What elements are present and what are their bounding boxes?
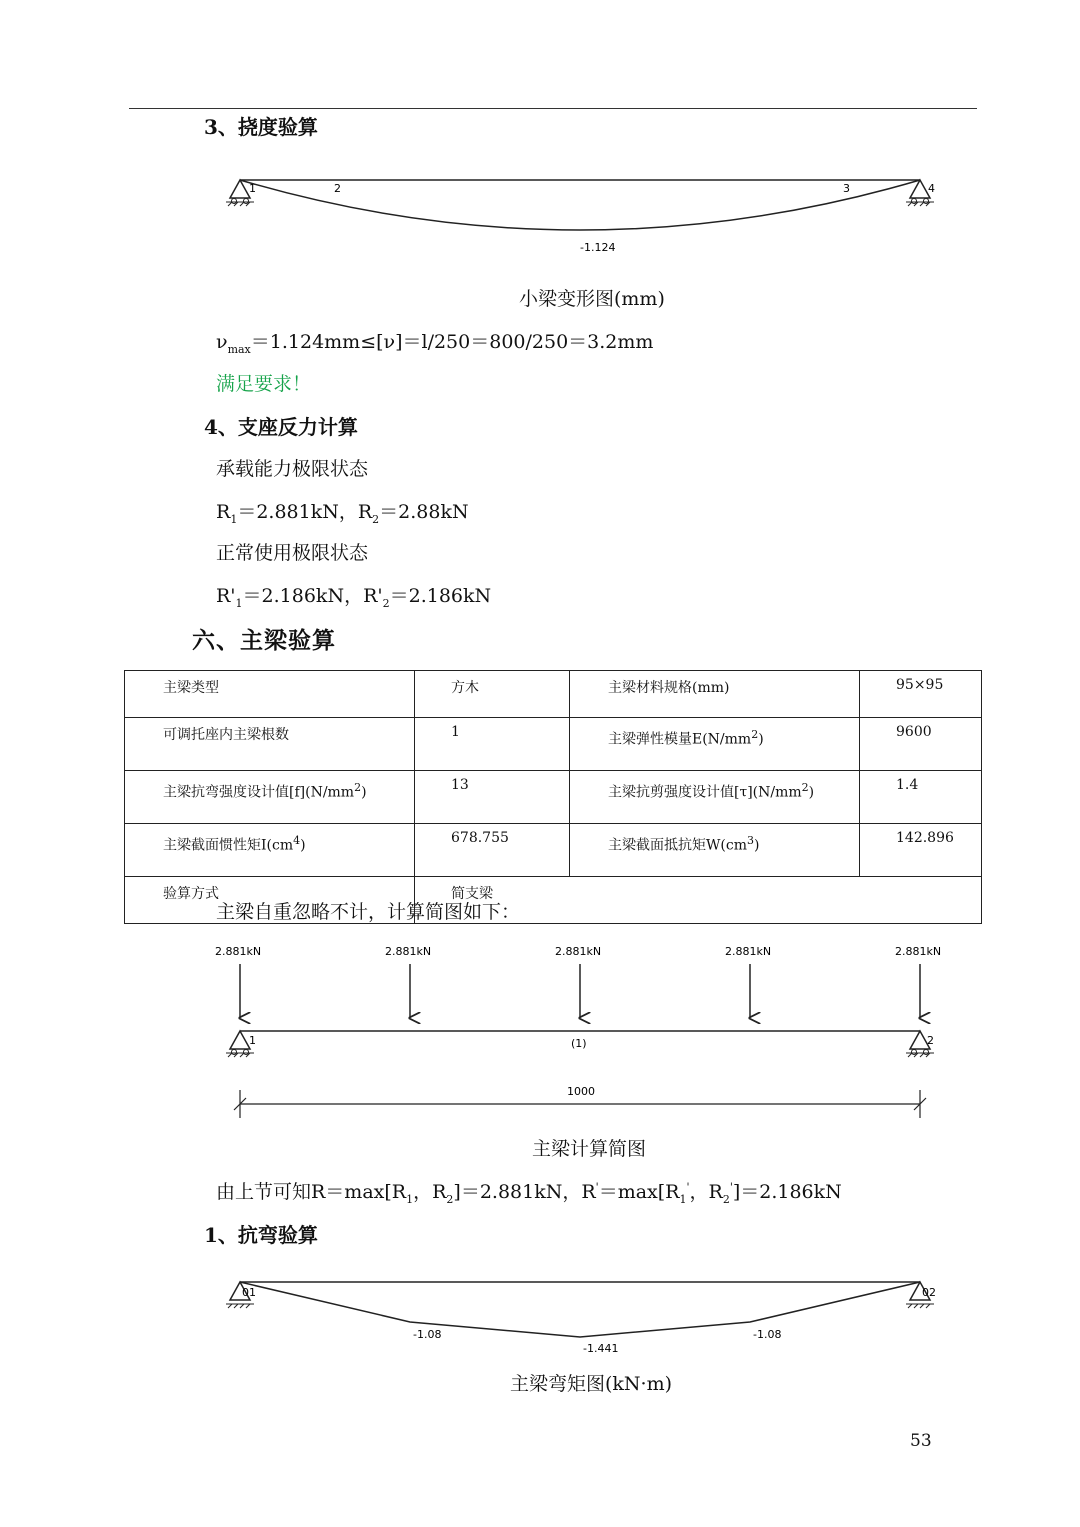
table-cell: 主梁截面惯性矩$I(cm^4)$: [125, 824, 415, 877]
node-label: 2: [927, 1034, 934, 1047]
deflection-diagram: [220, 170, 950, 260]
table-cell: 主梁材料规格(mm): [570, 671, 860, 718]
moment-value-label: -1.08: [753, 1328, 782, 1341]
section-heading-main-beam: 六、主梁验算: [192, 627, 336, 654]
calc-diagram-caption: 主梁计算简图: [532, 1138, 647, 1160]
deflection-result: 满足要求！: [216, 373, 312, 395]
table-cell: 方木: [415, 671, 570, 718]
bending-moment-diagram: [220, 1270, 950, 1360]
section-heading-reactions: 4、支座反力计算: [204, 415, 358, 439]
reaction-summary: 由上节可知$R=\max[R_1$，$R_2]=2.881kN$，$R'=\max[R_1'$，$R_2']=2.186kN$: [216, 1180, 842, 1206]
ultimate-state-label: 承载能力极限状态: [216, 458, 369, 480]
max-deflection-label: -1.124: [580, 241, 616, 254]
table-row: [125, 671, 982, 718]
member-label: (1): [571, 1037, 587, 1050]
load-label: 2.881kN: [725, 945, 772, 958]
table-cell: 简支梁: [415, 877, 982, 924]
load-label: 2.881kN: [895, 945, 942, 958]
moment-value-label: -1.08: [413, 1328, 442, 1341]
node-label: 2: [334, 182, 341, 195]
table-cell: 主梁弹性模量$E(N/mm^2)$: [570, 718, 860, 771]
table-cell: 13: [415, 771, 570, 824]
table-cell: 142.896: [860, 824, 982, 877]
load-label: 2.881kN: [215, 945, 262, 958]
page-number: 53: [910, 1431, 932, 1451]
node-label: 1: [249, 1034, 256, 1047]
node-label: 01: [242, 1286, 256, 1299]
node-label: 02: [922, 1286, 936, 1299]
main-beam-params-table: [124, 670, 982, 924]
self-weight-note: 主梁自重忽略不计，计算简图如下：: [216, 901, 521, 923]
moment-curve: [240, 1282, 920, 1337]
service-state-label: 正常使用极限状态: [216, 542, 369, 564]
table-row: [125, 718, 982, 771]
section-heading-bending: 1、抗弯验算: [204, 1223, 318, 1247]
node-label: 1: [249, 182, 256, 195]
table-cell: 主梁抗剪强度设计值$[\tau](N/mm^2)$: [570, 771, 860, 824]
deflection-formula: $\nu_{max}=1.124mm\le[\nu]=l/250=800/250=3.2mm$: [216, 331, 654, 356]
table-cell: 主梁截面抵抗矩$W(cm^3)$: [570, 824, 860, 877]
load-label: 2.881kN: [385, 945, 432, 958]
bending-caption: 主梁弯矩图(kN·m): [510, 1373, 673, 1395]
table-cell: 验算方式: [125, 877, 415, 924]
load-label: 2.881kN: [555, 945, 602, 958]
deflection-curve: [240, 180, 920, 230]
table-cell: 可调托座内主梁根数: [125, 718, 415, 771]
table-cell: 1.4: [860, 771, 982, 824]
table-row: [125, 824, 982, 877]
service-reactions: $R'_1=2.186kN$，$R'_2=2.186kN$: [216, 585, 492, 610]
table-cell: 95×95: [860, 671, 982, 718]
table-row: [125, 771, 982, 824]
table-cell: 主梁抗弯强度设计值$[f](N/mm^2)$: [125, 771, 415, 824]
table-cell: 678.755: [415, 824, 570, 877]
header-rule: [129, 108, 977, 109]
deflection-caption: 小梁变形图(mm): [519, 288, 665, 310]
span-label: 1000: [567, 1085, 595, 1098]
table-cell: 9600: [860, 718, 982, 771]
table-cell: 主梁类型: [125, 671, 415, 718]
section-heading-deflection: 3、挠度验算: [204, 115, 318, 139]
table-cell: 1: [415, 718, 570, 771]
node-label: 3: [843, 182, 850, 195]
ultimate-reactions: $R_1=2.881kN$，$R_2=2.88kN$: [216, 501, 469, 526]
moment-value-label: -1.441: [583, 1342, 619, 1355]
node-label: 4: [928, 182, 935, 195]
main-beam-calc-diagram: [200, 940, 960, 1125]
